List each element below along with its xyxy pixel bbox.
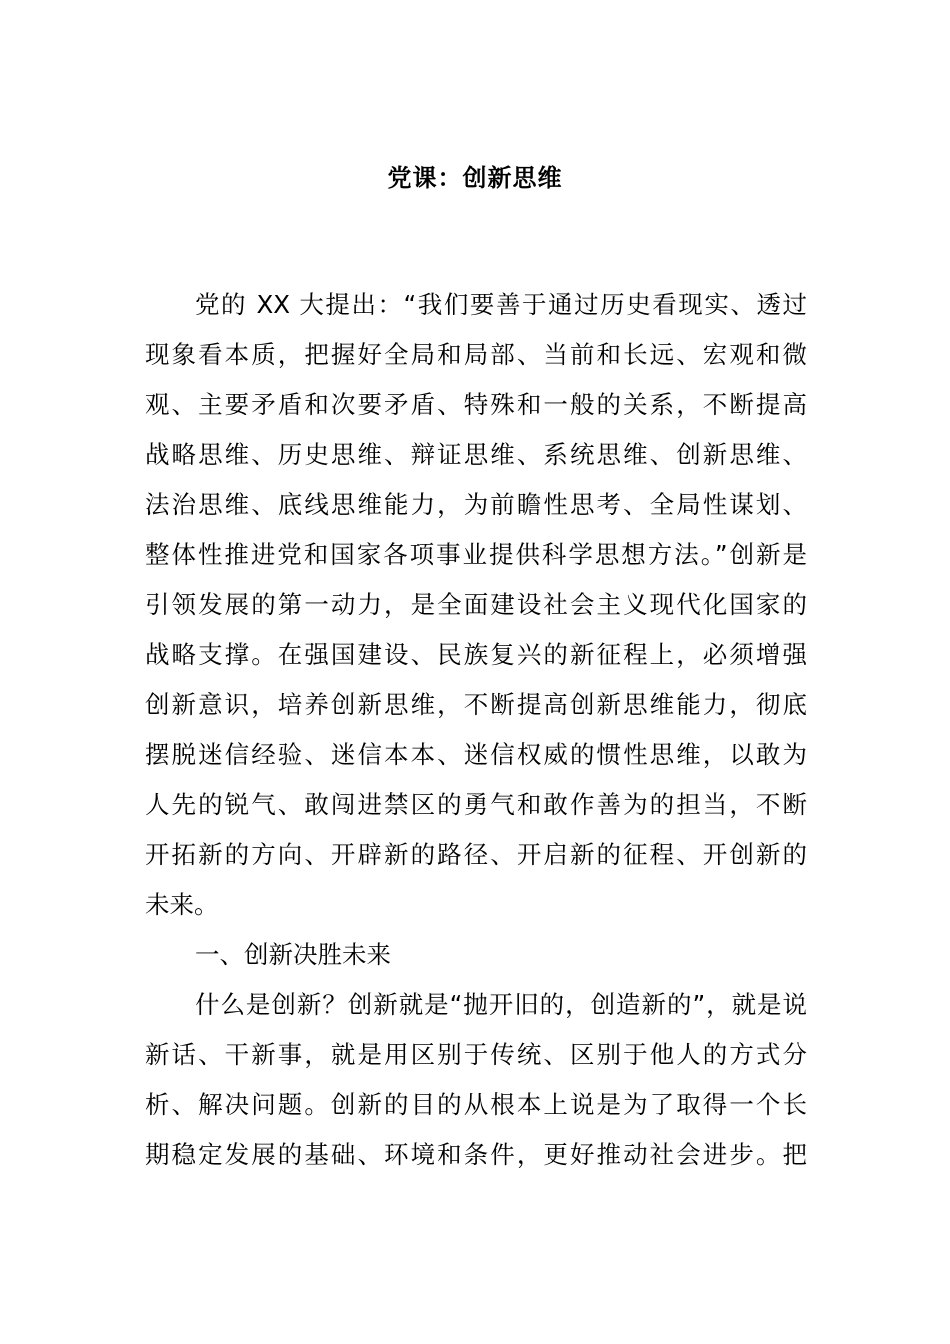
- paragraph-1-line-9: 创新意识，培养创新思维，不断提高创新思维能力，彻底: [145, 690, 807, 719]
- paragraph-1-line-10: 摆脱迷信经验、迷信本本、迷信权威的惯性思维，以敢为: [145, 740, 807, 769]
- paragraph-1-line-12: 开拓新的方向、开辟新的路径、开启新的征程、开创新的: [145, 840, 807, 869]
- paragraph-1-line-7: 引领发展的第一动力，是全面建设社会主义现代化国家的: [145, 590, 807, 619]
- paragraph-1-line-4: 战略思维、历史思维、辩证思维、系统思维、创新思维、: [145, 440, 807, 469]
- paragraph-1-line-11: 人先的锐气、敢闯进禁区的勇气和敢作善为的担当，不断: [145, 790, 807, 819]
- paragraph-1-line-3: 观、主要矛盾和次要矛盾、特殊和一般的关系，不断提高: [145, 390, 807, 419]
- paragraph-2-line-4: 期稳定发展的基础、环境和条件，更好推动社会进步。把: [145, 1140, 807, 1169]
- document-title: 党课：创新思维: [387, 164, 563, 192]
- paragraph-1-line-1: 党的 XX 大提出：“我们要善于通过历史看现实、透过: [195, 290, 807, 319]
- paragraph-2-line-3: 析、解决问题。创新的目的从根本上说是为了取得一个长: [145, 1090, 807, 1119]
- section-heading: 一、创新决胜未来: [195, 940, 391, 969]
- paragraph-1-line-8: 战略支撑。在强国建设、民族复兴的新征程上，必须增强: [145, 640, 807, 669]
- paragraph-1-line-6: 整体性推进党和国家各项事业提供科学思想方法。”创新是: [145, 540, 807, 569]
- paragraph-2-line-2: 新话、干新事，就是用区别于传统、区别于他人的方式分: [145, 1040, 807, 1069]
- paragraph-2-line-1: 什么是创新？创新就是“抛开旧的，创造新的”，就是说: [195, 990, 807, 1019]
- paragraph-1-line-5: 法治思维、底线思维能力，为前瞻性思考、全局性谋划、: [145, 490, 807, 519]
- document-body: [145, 280, 807, 1180]
- paragraph-1-line-2: 现象看本质，把握好全局和局部、当前和长远、宏观和微: [145, 340, 807, 369]
- paragraph-1-line-13: 未来。: [145, 890, 219, 919]
